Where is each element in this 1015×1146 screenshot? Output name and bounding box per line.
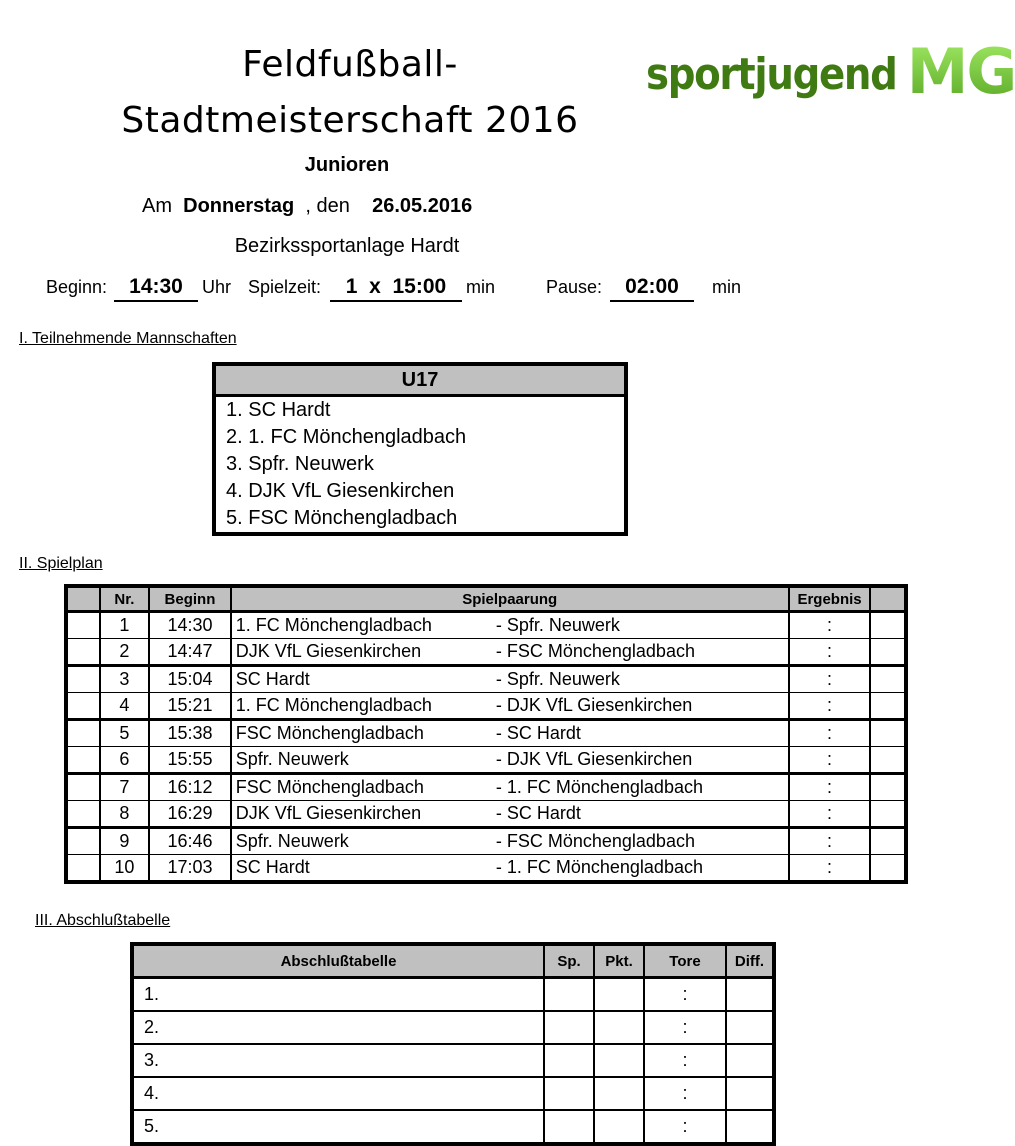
game-nr: 2 bbox=[100, 639, 150, 666]
spielzeit-value: 1 x 15:00 bbox=[330, 275, 462, 302]
game-away: - 1. FC Mönchengladbach bbox=[496, 774, 789, 801]
weekday: Donnerstag bbox=[183, 195, 295, 217]
section-teams-heading: I. Teilnehmende Mannschaften bbox=[19, 330, 237, 347]
standings-tore[interactable]: : bbox=[644, 1011, 726, 1044]
standings-header-sp: Sp. bbox=[544, 944, 594, 978]
game-time: 15:55 bbox=[149, 747, 231, 774]
beginn-label: Beginn: bbox=[46, 277, 108, 297]
standings-pkt[interactable] bbox=[594, 1077, 644, 1110]
standings-sp[interactable] bbox=[544, 1077, 594, 1110]
schedule-row bbox=[66, 801, 906, 828]
game-time: 15:38 bbox=[149, 720, 231, 747]
standings-sp[interactable] bbox=[544, 978, 594, 1012]
standings-diff[interactable] bbox=[726, 1044, 774, 1077]
game-home: Spfr. Neuwerk bbox=[231, 828, 496, 855]
game-home: 1. FC Mönchengladbach bbox=[231, 693, 496, 720]
standings-tore[interactable]: : bbox=[644, 1044, 726, 1077]
game-nr: 4 bbox=[100, 693, 150, 720]
standings-tore[interactable]: : bbox=[644, 978, 726, 1012]
title-line-2: Stadtmeisterschaft 2016 bbox=[121, 100, 579, 141]
game-result[interactable]: : bbox=[789, 828, 871, 855]
standings-row bbox=[132, 1044, 774, 1077]
game-nr: 5 bbox=[100, 720, 150, 747]
section-plan-heading: II. Spielplan bbox=[19, 555, 103, 572]
venue: Bezirkssportanlage Hardt bbox=[234, 235, 460, 257]
pause-value: 02:00 bbox=[610, 275, 694, 302]
game-result[interactable]: : bbox=[789, 855, 871, 883]
schedule-row bbox=[66, 747, 906, 774]
game-home: FSC Mönchengladbach bbox=[231, 720, 496, 747]
game-result[interactable]: : bbox=[789, 747, 871, 774]
schedule-header-ergebnis: Ergebnis bbox=[789, 586, 871, 612]
standings-rank[interactable]: 5. bbox=[132, 1110, 544, 1144]
game-away: - Spfr. Neuwerk bbox=[496, 666, 789, 693]
game-nr: 6 bbox=[100, 747, 150, 774]
date: 26.05.2016 bbox=[372, 195, 473, 217]
category-label: Junioren bbox=[304, 154, 390, 176]
standings-row bbox=[132, 978, 774, 1012]
standings-sp[interactable] bbox=[544, 1044, 594, 1077]
date-line bbox=[142, 195, 472, 218]
schedule-row bbox=[66, 774, 906, 801]
beginn-value: 14:30 bbox=[114, 275, 198, 302]
game-away: - FSC Mönchengladbach bbox=[496, 828, 789, 855]
teams-table bbox=[212, 362, 628, 536]
min-label-1: min bbox=[466, 277, 496, 297]
schedule-row bbox=[66, 720, 906, 747]
logo-text: sportjugend bbox=[646, 49, 897, 100]
spielzeit-label: Spielzeit: bbox=[248, 277, 322, 297]
game-home: SC Hardt bbox=[231, 666, 496, 693]
game-home: DJK VfL Giesenkirchen bbox=[231, 801, 496, 828]
standings-diff[interactable] bbox=[726, 1077, 774, 1110]
game-nr: 3 bbox=[100, 666, 150, 693]
game-home: DJK VfL Giesenkirchen bbox=[231, 639, 496, 666]
game-home: SC Hardt bbox=[231, 855, 496, 883]
standings-pkt[interactable] bbox=[594, 1011, 644, 1044]
standings-sp[interactable] bbox=[544, 1011, 594, 1044]
game-away: - 1. FC Mönchengladbach bbox=[496, 855, 789, 883]
standings-diff[interactable] bbox=[726, 1110, 774, 1144]
game-away: - SC Hardt bbox=[496, 720, 789, 747]
game-time: 14:47 bbox=[149, 639, 231, 666]
standings-rank[interactable]: 3. bbox=[132, 1044, 544, 1077]
team-item: 1. SC Hardt bbox=[226, 399, 331, 421]
title-line-1: Feldfußball- bbox=[242, 44, 458, 85]
schedule-header-blank-end bbox=[870, 586, 906, 612]
standings-pkt[interactable] bbox=[594, 1110, 644, 1144]
game-away: - FSC Mönchengladbach bbox=[496, 639, 789, 666]
logo-mg: MG bbox=[906, 35, 1015, 108]
standings-row bbox=[132, 1110, 774, 1144]
game-result[interactable]: : bbox=[789, 612, 871, 639]
schedule-row bbox=[66, 693, 906, 720]
team-item: 4. DJK VfL Giesenkirchen bbox=[226, 480, 455, 502]
game-home: FSC Mönchengladbach bbox=[231, 774, 496, 801]
final-standings-table bbox=[130, 942, 776, 1146]
game-away: - Spfr. Neuwerk bbox=[496, 612, 789, 639]
game-away: - DJK VfL Giesenkirchen bbox=[496, 747, 789, 774]
game-time: 16:12 bbox=[149, 774, 231, 801]
game-time: 14:30 bbox=[149, 612, 231, 639]
group-label: U17 bbox=[214, 364, 626, 396]
team-item: 3. Spfr. Neuwerk bbox=[226, 453, 374, 475]
schedule-row bbox=[66, 639, 906, 666]
standings-header-team: Abschlußtabelle bbox=[132, 944, 544, 978]
game-home: 1. FC Mönchengladbach bbox=[231, 612, 496, 639]
standings-pkt[interactable] bbox=[594, 978, 644, 1012]
standings-diff[interactable] bbox=[726, 1011, 774, 1044]
standings-diff[interactable] bbox=[726, 978, 774, 1012]
game-result[interactable]: : bbox=[789, 693, 871, 720]
section-final-heading: III. Abschlußtabelle bbox=[35, 912, 171, 929]
game-time: 16:46 bbox=[149, 828, 231, 855]
am-label: Am bbox=[142, 195, 172, 217]
game-away: - DJK VfL Giesenkirchen bbox=[496, 693, 789, 720]
game-nr: 9 bbox=[100, 828, 150, 855]
schedule-header-blank bbox=[66, 586, 100, 612]
game-result[interactable]: : bbox=[789, 720, 871, 747]
standings-rank[interactable]: 1. bbox=[132, 978, 544, 1012]
schedule-row bbox=[66, 828, 906, 855]
standings-row bbox=[132, 1011, 774, 1044]
pause-label: Pause: bbox=[546, 277, 603, 297]
standings-tore[interactable]: : bbox=[644, 1110, 726, 1144]
game-away: - SC Hardt bbox=[496, 801, 789, 828]
standings-rank[interactable]: 2. bbox=[132, 1011, 544, 1044]
game-time: 15:21 bbox=[149, 693, 231, 720]
team-item: 2. 1. FC Mönchengladbach bbox=[226, 426, 467, 448]
schedule-row bbox=[66, 666, 906, 693]
game-nr: 7 bbox=[100, 774, 150, 801]
schedule-row bbox=[66, 612, 906, 639]
game-result[interactable]: : bbox=[789, 639, 871, 666]
standings-sp[interactable] bbox=[544, 1110, 594, 1144]
team-item: 5. FSC Mönchengladbach bbox=[226, 507, 458, 529]
game-home: Spfr. Neuwerk bbox=[231, 747, 496, 774]
game-nr: 10 bbox=[100, 855, 150, 883]
game-time: 17:03 bbox=[149, 855, 231, 883]
min-label-2: min bbox=[712, 277, 742, 297]
den-label: , den bbox=[305, 195, 350, 217]
game-time: 15:04 bbox=[149, 666, 231, 693]
standings-tore[interactable]: : bbox=[644, 1077, 726, 1110]
sportjugend-logo bbox=[646, 30, 1015, 108]
standings-pkt[interactable] bbox=[594, 1044, 644, 1077]
schedule-table bbox=[64, 584, 908, 884]
standings-header-pkt: Pkt. bbox=[594, 944, 644, 978]
standings-rank[interactable]: 4. bbox=[132, 1077, 544, 1110]
game-time: 16:29 bbox=[149, 801, 231, 828]
game-result[interactable]: : bbox=[789, 774, 871, 801]
standings-header-diff: Diff. bbox=[726, 944, 774, 978]
standings-header-tore: Tore bbox=[644, 944, 726, 978]
schedule-header-nr: Nr. bbox=[100, 586, 150, 612]
game-result[interactable]: : bbox=[789, 801, 871, 828]
uhr-label: Uhr bbox=[202, 277, 232, 297]
game-result[interactable]: : bbox=[789, 666, 871, 693]
game-nr: 1 bbox=[100, 612, 150, 639]
schedule-row bbox=[66, 855, 906, 883]
game-nr: 8 bbox=[100, 801, 150, 828]
schedule-header-paarung: Spielpaarung bbox=[231, 586, 789, 612]
standings-row bbox=[132, 1077, 774, 1110]
schedule-header-beginn: Beginn bbox=[149, 586, 231, 612]
